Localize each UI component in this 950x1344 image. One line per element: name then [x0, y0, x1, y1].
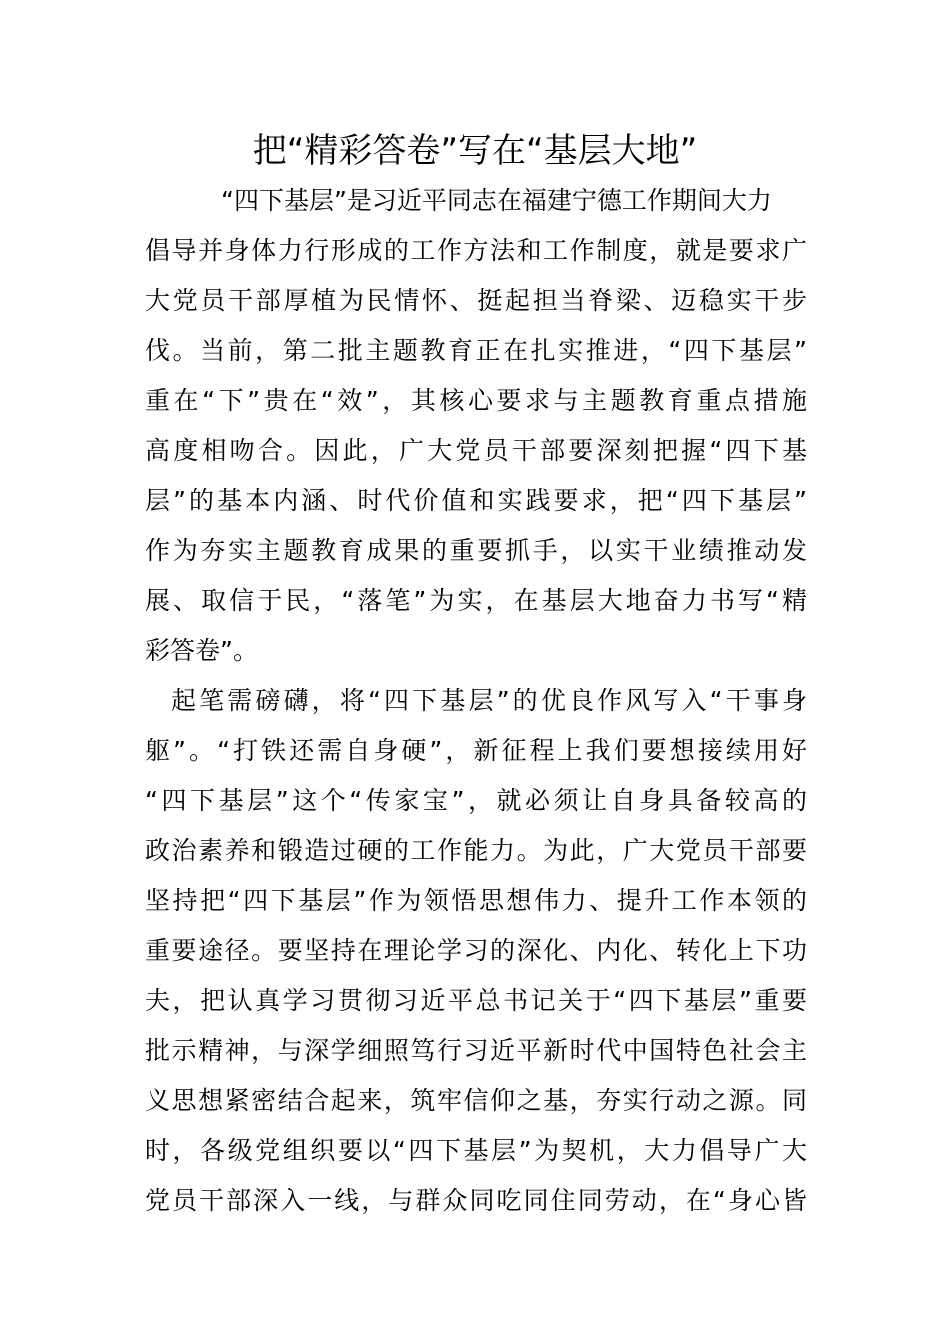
paragraph-line: 倡导并身体力行形成的工作方法和工作制度，就是要求广 [145, 236, 807, 265]
paragraph-line: 伐。当前，第二批主题教育正在扎实推进，“四下基层” [145, 336, 807, 365]
paragraph-1 [145, 176, 807, 676]
paragraph-line: “四下基层”这个“传家宝”，就必须让自身具备较高的 [145, 786, 807, 815]
document-title: 把“精彩答卷”写在“基层大地” [252, 131, 698, 171]
paragraph-line: 重在“下”贵在“效”，其核心要求与主题教育重点措施 [145, 386, 807, 415]
paragraph-line: 义思想紧密结合起来，筑牢信仰之基，夯实行动之源。同 [145, 1086, 807, 1115]
paragraph-line: 党员干部深入一线，与群众同吃同住同劳动，在“身心皆 [145, 1186, 807, 1215]
paragraph-line: 坚持把“四下基层”作为领悟思想伟力、提升工作本领的 [145, 886, 807, 915]
paragraph-line: 批示精神，与深学细照笃行习近平新时代中国特色社会主 [145, 1036, 807, 1065]
paragraph-line: 时，各级党组织要以“四下基层”为契机，大力倡导广大 [145, 1136, 807, 1165]
paragraph-line: 展、取信于民，“落笔”为实，在基层大地奋力书写“精 [145, 586, 807, 615]
paragraph-line: 作为夯实主题教育成果的重要抓手，以实干业绩推动发 [145, 536, 807, 565]
paragraph-line: 政治素养和锻造过硬的工作能力。为此，广大党员干部要 [145, 836, 807, 865]
paragraph-line: 层”的基本内涵、时代价值和实践要求，把“四下基层” [145, 486, 807, 515]
paragraph-line: 彩答卷”。 [145, 636, 258, 665]
paragraph-line: 高度相吻合。因此，广大党员干部要深刻把握“四下基 [145, 436, 807, 465]
paragraph-line: “四下基层”是习近平同志在福建宁德工作期间大力 [221, 186, 772, 215]
paragraph-line: 夫，把认真学习贯彻习近平总书记关于“四下基层”重要 [145, 986, 807, 1015]
paragraph-2 [145, 676, 807, 1226]
paragraph-line: 重要途径。要坚持在理论学习的深化、内化、转化上下功 [145, 936, 807, 965]
paragraph-line: 躯”。“打铁还需自身硬”，新征程上我们要想接续用好 [145, 736, 807, 765]
document-body [145, 176, 807, 1226]
paragraph-line: 大党员干部厚植为民情怀、挺起担当脊梁、迈稳实干步 [145, 286, 807, 315]
paragraph-line: 起笔需磅礴，将“四下基层”的优良作风写入“干事身 [171, 686, 807, 715]
